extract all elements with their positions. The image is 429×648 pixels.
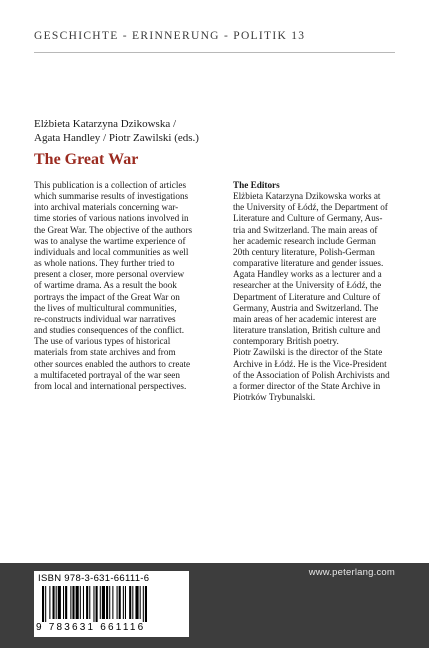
- barcode-bar: [129, 586, 131, 619]
- description-line: as whole nations. They further tried to: [34, 258, 175, 269]
- barcode-bar: [89, 586, 90, 619]
- description-line: was to analyse the wartime experience of: [34, 235, 186, 246]
- editors-line: Elżbieta Katarzyna Dzikowska /: [34, 118, 177, 130]
- barcode-bar: [96, 586, 98, 622]
- barcode-bar: [42, 586, 44, 622]
- barcode-bar: [143, 586, 144, 622]
- about-editors-heading: The Editors: [233, 180, 280, 190]
- barcode-bar: [106, 586, 108, 619]
- about-editors-line: a former director of the State Archive in: [233, 380, 381, 391]
- about-editors-line: Archive in Łódź. He is the Vice-President: [233, 358, 387, 369]
- description-line: present a closer, more personal overview: [34, 269, 185, 280]
- about-editors-line: Piotr Zawilski is the director of the State: [233, 347, 383, 358]
- barcode-bar: [135, 586, 138, 619]
- editors-block: [34, 117, 314, 145]
- barcode-bar: [100, 586, 101, 619]
- description-line: and studies consequences of the conflict.: [34, 325, 185, 336]
- about-editors-body: [233, 191, 413, 403]
- about-editors-line: Elżbieta Katarzyna Dzikowska works at: [233, 191, 381, 202]
- ean-digits: 9 783631 661116: [36, 622, 146, 633]
- about-editors-line: Literature and Culture of Germany, Aus-: [233, 213, 383, 224]
- barcode-box: [34, 571, 189, 637]
- description-line: time stories of various nations involved in: [34, 213, 189, 224]
- barcode-bar: [65, 586, 67, 619]
- description-line: materials from state archives and from: [34, 347, 176, 358]
- barcode-bar: [76, 586, 79, 619]
- description-line: re-constructs individual war narratives: [34, 313, 176, 324]
- description-line: the lives of multicultural communities,: [34, 302, 177, 313]
- barcode-bar: [93, 586, 94, 622]
- barcode-bar: [45, 586, 46, 622]
- publisher-url[interactable]: www.peterlang.com: [308, 567, 395, 578]
- barcode-bar: [112, 586, 113, 619]
- about-editors-line: literature translation, British culture and: [233, 325, 381, 336]
- barcode-bar: [132, 586, 133, 619]
- description-line: other sources enabled the authors to create: [34, 358, 191, 369]
- barcode-bar: [117, 586, 118, 619]
- about-editors-line: contemporary British poetry.: [233, 336, 339, 347]
- description-line: individuals and local communities as well: [34, 246, 189, 257]
- barcode-bar: [86, 586, 88, 619]
- barcode-bar: [123, 586, 124, 619]
- about-editors-line: her academic research include German: [233, 235, 376, 246]
- about-editors-column: [233, 180, 413, 403]
- description-line: of wartime drama. As a result the book: [34, 280, 177, 291]
- barcode-bar: [119, 586, 121, 619]
- barcode-bar: [102, 586, 105, 619]
- about-editors-line: Germany, Austria and Switzerland. The: [233, 302, 379, 313]
- description-line: from local and international perspectives.: [34, 380, 187, 391]
- description-line: the Great War. The objective of the authors: [34, 224, 193, 235]
- about-editors-line: comparative literature and gender issues.: [233, 258, 384, 269]
- about-editors-line: Piotrków Trybunalski.: [233, 391, 316, 402]
- barcode-bar: [56, 586, 57, 619]
- barcode-bar: [140, 586, 141, 619]
- about-editors-line: 20th century literature, Polish-German: [233, 246, 375, 257]
- description-line: This publication is a collection of articles: [34, 180, 187, 190]
- barcode-bar: [58, 586, 61, 619]
- description-line: The use of various types of historical: [34, 336, 171, 347]
- barcode-bar: [83, 586, 84, 619]
- about-editors-line: researcher at the University of Łódź, the: [233, 280, 382, 291]
- editors-line: Agata Handley / Piotr Zawilski (eds.): [34, 132, 199, 144]
- barcode-bar: [70, 586, 71, 619]
- description-line: into archival materials concerning war-: [34, 202, 179, 213]
- about-editors-line: Agata Handley works as a lecturer and a: [233, 269, 382, 280]
- description-column: [34, 180, 214, 392]
- about-editors-line: tria and Switzerland. The main areas of: [233, 224, 378, 235]
- barcode-bar: [63, 586, 64, 619]
- header-rule: [34, 52, 395, 53]
- barcode-bar: [109, 586, 110, 619]
- barcode-bar: [125, 586, 126, 619]
- barcode-bars: [42, 586, 182, 622]
- series-title: GESCHICHTE - ERINNERUNG - POLITIK 13: [34, 30, 306, 42]
- about-editors-line: Department of Literature and Culture of: [233, 291, 381, 302]
- description-line: a multifaceted portrayal of the war seen: [34, 369, 180, 380]
- book-title: The Great War: [34, 151, 139, 168]
- about-editors-line: the University of Łódź, the Department of: [233, 202, 388, 213]
- barcode-bar: [49, 586, 50, 619]
- about-editors-line: of the Association of Polish Archivists and: [233, 369, 390, 380]
- description-line: portrays the impact of the Great War on: [34, 291, 180, 302]
- barcode-bar: [53, 586, 55, 619]
- barcode-bar: [72, 586, 74, 619]
- barcode-bar: [80, 586, 81, 619]
- about-editors-line: main areas of her academic interest are: [233, 313, 377, 324]
- barcode-bar: [145, 586, 147, 622]
- isbn-label: ISBN 978-3-631-66111-6: [38, 573, 150, 584]
- description-line: which summarise results of investigations: [34, 191, 189, 202]
